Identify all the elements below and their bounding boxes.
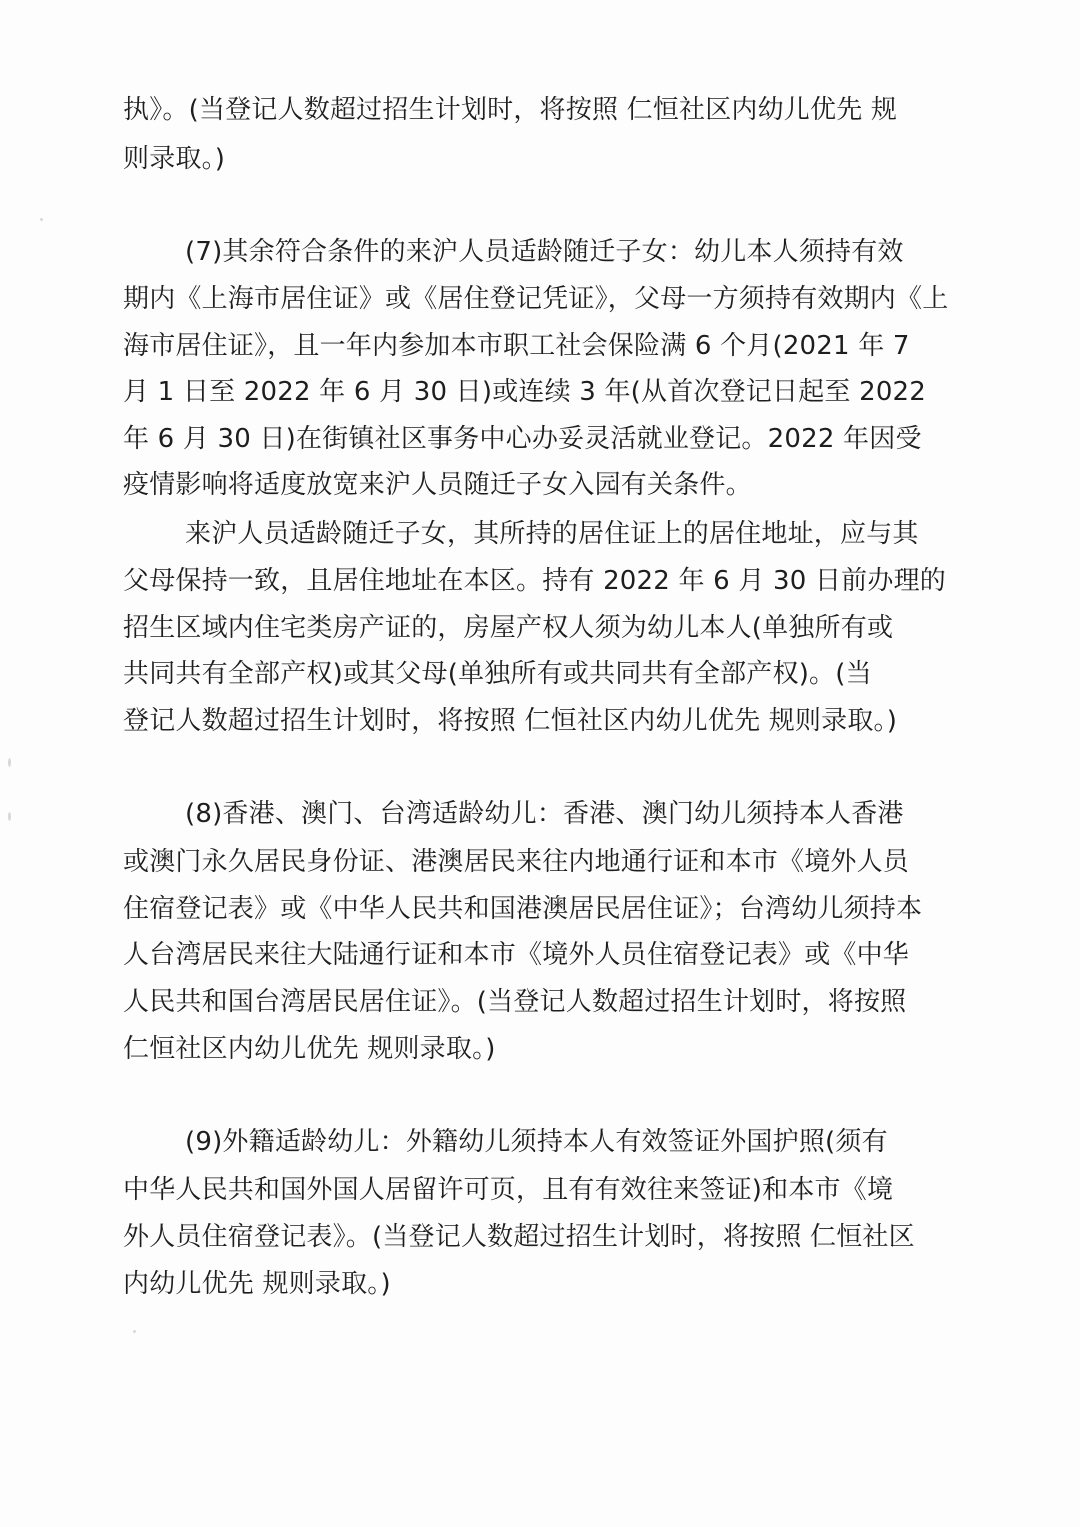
paragraph-line: 或澳门永久居民身份证、港澳居民来往内地通行证和本市《境外人员	[123, 847, 910, 877]
paragraph-line: 登记人数超过招生计划时，将按照 仁恒社区内幼儿优先 规则录取。)	[123, 706, 898, 736]
paragraph-line: 共同共有全部产权)或其父母(单独所有或共同共有全部产权)。(当	[123, 659, 872, 689]
section-8-heading-line: (8)香港、澳门、台湾适龄幼儿：香港、澳门幼儿须持本人香港	[185, 799, 904, 829]
paragraph-first-line: 来沪人员适龄随迁子女，其所持的居住证上的居住地址，应与其	[185, 519, 919, 549]
paragraph-line: 招生区域内住宅类房产证的，房屋产权人须为幼儿本人(单独所有或	[123, 613, 894, 643]
section-7-heading-line: (7)其余符合条件的来沪人员适龄随迁子女：幼儿本人须持有效	[185, 237, 904, 267]
scan-speck	[40, 218, 43, 221]
paragraph-line: 人台湾居民来往大陆通行证和本市《境外人员住宿登记表》或《中华	[123, 940, 910, 970]
paragraph-line: 期内《上海市居住证》或《居住登记凭证》，父母一方须持有效期内《上	[123, 284, 949, 314]
scan-speck	[8, 758, 11, 767]
paragraph-line: 外人员住宿登记表》。(当登记人数超过招生计划时，将按照 仁恒社区	[123, 1222, 915, 1252]
paragraph-line: 内幼儿优先 规则录取。)	[123, 1269, 391, 1299]
paragraph-line: 海市居住证》，且一年内参加本市职工社会保险满 6 个月(2021 年 7	[123, 331, 910, 361]
paragraph-line: 月 1 日至 2022 年 6 月 30 日)或连续 3 年(从首次登记日起至 2022	[123, 377, 927, 407]
paragraph-line: 疫情影响将适度放宽来沪人员随迁子女入园有关条件。	[123, 470, 752, 500]
scan-speck	[8, 812, 11, 821]
paragraph-line: 住宿登记表》或《中华人民共和国港澳居民居住证》；台湾幼儿须持本	[123, 894, 923, 924]
paragraph-line: 执》。(当登记人数超过招生计划时，将按照 仁恒社区内幼儿优先 规	[123, 95, 898, 125]
paragraph-line: 年 6 月 30 日)在街镇社区事务中心办妥灵活就业登记。2022 年因受	[123, 424, 922, 454]
paragraph-line: 人民共和国台湾居民居住证》。(当登记人数超过招生计划时，将按照	[123, 987, 907, 1017]
paragraph-line: 父母保持一致，且居住地址在本区。持有 2022 年 6 月 30 日前办理的	[123, 566, 946, 596]
scan-speck	[133, 1330, 136, 1333]
paragraph-line: 仁恒社区内幼儿优先 规则录取。)	[123, 1034, 496, 1064]
paragraph-line: 则录取。)	[123, 144, 226, 174]
section-9-heading-line: (9)外籍适龄幼儿：外籍幼儿须持本人有效签证外国护照(须有	[185, 1127, 888, 1157]
paragraph-line: 中华人民共和国外国人居留许可页，且有有效往来签证)和本市《境	[123, 1175, 894, 1205]
